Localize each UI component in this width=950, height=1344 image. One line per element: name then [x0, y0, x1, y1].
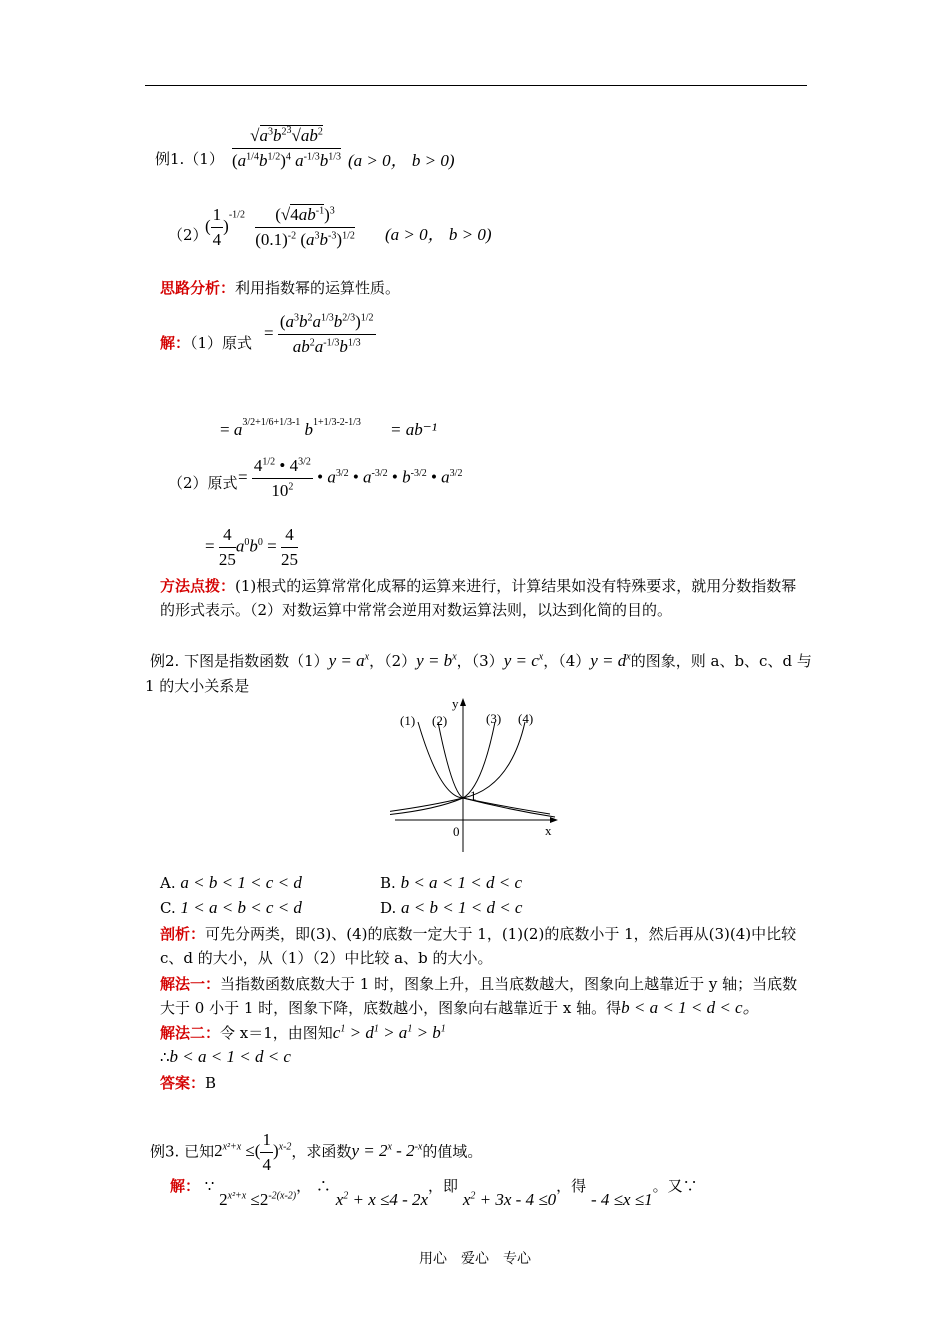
curve-4 — [390, 722, 525, 812]
option-c[interactable]: C. 1 < a < b < c < d — [160, 898, 302, 917]
ex3-solution: 解： ∵ $2^{x^2+x} \le 2^{-2(x-2)}$， ∴ $x^2 + x \le 4 - 2x$，即 $x^2 + 3x - 4 \le 0$，得 - 4 ≤x ≤1。又∵ — [170, 1177, 698, 1209]
ex2-title-a: 例2. 下图是指数函数（1） — [150, 652, 329, 670]
ex1-formula-1: $\frac{√a^3b^{23}√ab^2}{(a^{1/4}b^{1/2})^4 a^{-1/3}b^{1/3}}$ — [232, 125, 342, 170]
method-text: (1)根式的运算常常化成幂的运算来进行，计算结果如没有特殊要求，就用分数指数幂的形式表示。（2）对数运算中常常会逆用对数运算法则，以达到化简的目的。 — [160, 577, 797, 619]
ex1-title: 例1.（1） — [155, 150, 224, 168]
method1-text: 当指数函数底数大于 1 时，图象上升，且当底数越大，图象向上越靠近于 y 轴；当底数大于 0 小于 1 时，图象下降，底数越小，图象向右越靠近于 x 轴。得 — [160, 975, 798, 1017]
method2-label: 解法二： — [160, 1024, 221, 1042]
ex1-cond-1: (a > 0， b > 0) — [348, 151, 455, 170]
ex2-analysis-text: 可先分两类，即(3)、(4)的底数一定大于 1，(1)(2)的底数小于 1，然后再从(3)(4)中比较 c、d 的大小，从（1）（2）中比较 a、b 的大小。 — [160, 925, 797, 967]
ex2-title-d: ，（4） — [543, 652, 591, 670]
curve-label-3: (3) — [486, 711, 502, 726]
one-label: 1 — [470, 788, 477, 803]
sol2-expr: = $\frac{4^{1/2} • 4^{3/2}}{10^2}$ • $a^{3/2}$ • $a^{-3/2}$ • $b^{-3/2}$ • $a^{3/2}$ — [238, 456, 463, 500]
y-label: y — [452, 696, 459, 711]
ex2-title-b: ，（2） — [369, 652, 417, 670]
sol1-power: = $a^{3/2+1/6+1/3-1}$ $b^{1+1/3-2-1/3}$ — [220, 417, 361, 439]
ex2-title-e: 的图象，则 a、b、c、d 与 — [630, 652, 812, 670]
ex2-analysis-label: 剖析： — [160, 925, 206, 943]
answer-label: 答案： — [160, 1074, 206, 1092]
answer-value: B — [205, 1074, 217, 1092]
ex1-formula-2: ( $\frac{1}{4}$ )$^{-1/2}$ $\frac{(√4ab^{-1})^3}{(0.1)^{-2} (a^3b^{-3})^{1/2}}$ — [205, 205, 355, 249]
sol1-result: = ab⁻¹ — [390, 420, 437, 439]
ex2-analysis — [160, 922, 810, 970]
header-rule — [145, 85, 807, 86]
ex1-method — [160, 574, 810, 622]
curve-1 — [418, 722, 550, 814]
ex2-method2: 解法二：令 x＝1，由图知$c^1 > d^1 > a^1 > b^1$ — [160, 1023, 446, 1042]
option-d[interactable]: D. a < b < 1 < d < c — [380, 898, 523, 917]
option-b[interactable]: B. b < a < 1 < d < c — [380, 873, 523, 892]
curve-2 — [438, 722, 555, 817]
method1-result: b < a < 1 < d < c。 — [621, 998, 760, 1017]
ex1-label-2: （2） — [168, 226, 208, 244]
sol2-result: = $\frac{4}{25}$ $a^0b^0$ = $\frac{4}{25}$ — [205, 525, 298, 569]
ex2-therefore: ∴b < a < 1 < d < c — [160, 1047, 291, 1066]
curve-label-4: (4) — [518, 711, 534, 726]
solution-label: 解： — [160, 334, 191, 352]
method2-text: 令 x＝1，由图知 — [220, 1024, 333, 1042]
option-a[interactable]: A. a < b < 1 < c < d — [160, 873, 302, 892]
ex3-title: 例3. 已知$2^{x^2+x}$ ≤( $\frac{1}{4}$ )$^{x-2}$，求函数$y = 2^x - 2^{-x}$的值域。 — [150, 1130, 483, 1174]
sol2-prefix: （2）原式 — [168, 474, 238, 492]
method-label: 方法点拨： — [160, 577, 236, 595]
ex2-method1 — [160, 972, 810, 1020]
analysis-text: 利用指数幂的运算性质。 — [235, 279, 401, 297]
ex2-title-c: ，（3） — [456, 652, 504, 670]
x-label: x — [545, 823, 552, 838]
y-axis-arrow — [460, 698, 466, 706]
sol1-prefix: （1）原式 — [190, 334, 253, 352]
ex1-cond-2: (a > 0， b > 0) — [385, 225, 492, 244]
page-footer: 用心 爱心 专心 — [419, 1251, 531, 1267]
curve-label-1: (1) — [400, 713, 416, 728]
ex1-analysis — [160, 277, 400, 298]
curve-label-2: (2) — [432, 713, 448, 728]
ex2-title: 例2. 下图是指数函数$(1)y = a^x$，$(2)y = b^x$，$(3)y = c^x$，$(4)y = d^x$的图象，则 a、b、c、d 与 — [150, 651, 812, 670]
sol1-fraction: = $\frac{(a^3b^2a^{1/3}b^{2/3})^{1/2}}{ab^2a^{-1/3}b^{1/3}}$ — [264, 312, 374, 356]
method1-label: 解法一： — [160, 975, 221, 993]
ex2-answer — [160, 1072, 216, 1093]
ex2-title-line2: 1 的大小关系是 — [145, 677, 250, 695]
origin-label: 0 — [453, 824, 460, 839]
analysis-label: 思路分析： — [160, 279, 236, 297]
exponential-graph — [390, 692, 565, 862]
ex1-solution-1 — [160, 332, 252, 353]
